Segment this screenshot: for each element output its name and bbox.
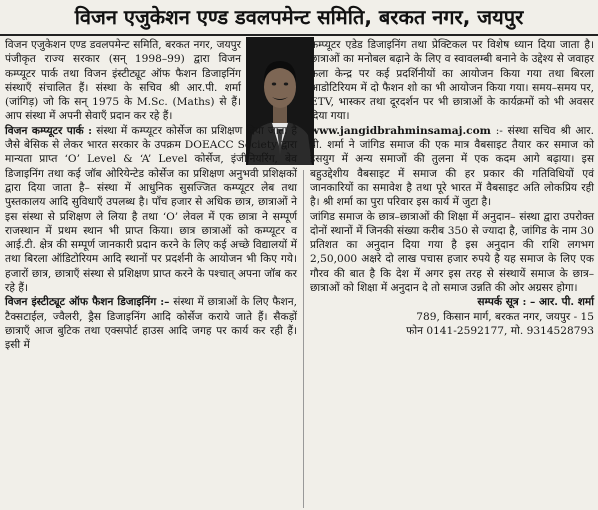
right-column <box>310 38 594 338</box>
fashion-subheading: विजन इंस्टीट्यूट ऑफ फैशन डिजाइनिंग :– <box>5 296 170 309</box>
website-address: www.jangidbrahminsamaj.com <box>310 124 491 137</box>
fashion-paragraph <box>5 295 297 352</box>
website-lead: :- संस्था सचिव <box>495 124 556 137</box>
contact-address: 789, किसान मार्ग, बरकत नगर, जयपुर - 15 <box>416 310 594 323</box>
grant-paragraph: जांगिड समाज के छात्र–छात्राओं की शिक्षा में अनुदान– संस्था द्वारा उपरोक्त दोनों स्थानों में जिनकी संख्या करीब 350 से ज्यादा है, जांगिड के नाम 30 प्रतिशत का अनुदान दिया गया है इस अनुदान की राशि लगभग 2,50,000 अक्षरे दो लाख पचास हजार रुपये है यह समाज के लिए एक गौरव की बात है कि देश में अगर इस तरह से संस्थायें समाज के छात्र–छात्राओं को शिक्षा में अनुदान दे तो समाज उन्नति की ओर अग्रसर होगा। <box>310 210 594 295</box>
column-divider <box>303 170 304 508</box>
intro-paragraph: विजन एजुकेशन एण्ड डवलपमेन्ट समिति, बरकत नगर, जयपुर पंजीकृत राज्य सरकार (सन् 1998–99) द्वारा विजन कम्प्यूटर पार्क तथा विजन इंस्टीट्यूट ऑफ फैशन डिजाइनिंग संस्थाएँ संचालित हैं। संस्था के सचिव श्री आर.पी. शर्मा (जांगिड़) जो कि सन् 1975 के M.Sc. (Maths) से हैं। आप संस्था में अपनी सेवाएँ प्रदान कर रहे हैं। <box>5 39 241 123</box>
left-column <box>5 38 297 353</box>
computer-park-subheading: विजन कम्प्यूटर पार्क : <box>5 124 93 137</box>
website-text: श्री आर. पी. शर्मा ने जांगिड समाज की एक मात्र वैबसाइट तैयार कर समाज को इसयुग में अन्य समाजों की तुलना में एक कदम आगे बढ़ाया। इस बहुउद्देशीय वैबसाइट में समाज की हर प्रकार की गतिविधियों एवं जानकारियों का समावेश है तथा पूरे भारत में वैबसाइट अति लोकप्रिय रही है। श्री शर्मा का पुरा परिवार इस कार्य में जुटा है। <box>310 124 594 209</box>
website-paragraph <box>310 124 594 210</box>
computer-park-text: संस्था में कम्प्यूटर कोर्सेज का प्रशिक्षण दिया जाता है जैसे बेसिक से लेकर भारत सरकार के उपक्रम DOEACC Society द्वारा मान्यता प्राप्त ‘O’ Level & ‘A’ Level कोर्सेज, इंजीनियरिंग, बेव डिजाइनिंग तथा कई जॉब ओरियेन्टेड कोर्सेज का प्रशिक्षण अनुभवी प्रशिक्षकों द्वारा दिया जाता है– संस्था में आधुनिक सुसज्जित कम्प्यूटर लेब तथा पुस्तकालय आदि सुविधाएँ उपलब्ध है। पाँच हजार से अधिक छात्र, छात्राओं ने इस संस्था से प्रशिक्षण ले लिया है तथा ‘O’ लेवल में एक छात्रा ने सम्पूर्ण राजस्थान में प्रथम स्थान भी प्राप्त किया। छात्र छात्राओं को कम्प्यूटर व आई.टी. क्षेत्र की सम्पूर्ण जानकारी प्रदान करने के लिए कई अच्छे विद्यालयों में तथा बिरला ऑडिटोरियम आदि स्थानों पर प्रदर्शनी के आयोजन भी किए गये। हजारों छात्र, छात्राएँ संस्था से प्रशिक्षण प्राप्त करने के पश्चात् अपना जॉब कर रहे हैं। <box>5 124 297 295</box>
headline: विजन एजुकेशन एण्ड डवलपमेन्ट समिति, बरकत नगर, जयपुर <box>74 5 524 29</box>
contact-label: सम्पर्क सूत्र : – आर. पी. शर्मा <box>477 296 594 309</box>
headline-rule <box>0 34 598 36</box>
contact-phone: फोन 0141-2592177, मो. 9314528793 <box>406 324 594 337</box>
fashion-continued-paragraph: कम्प्यूटर एडेड डिजाइनिंग तथा प्रेक्टिकल पर विशेष ध्यान दिया जाता है। छात्राओं का मनोबल बढ़ाने के लिए व स्वावलम्बी बनाने के उद्देश्य से जवाहर कला केन्द्र पर कई प्रदर्शिनीयों का आयोजन किया गया तथा बिरला आडोटिरियम में दो फैशन शो का भी आयोजन किया गया। समय–समय पर, ETV, भास्कर तथा दूरदर्शन पर भी छात्राओं के कार्यक्रमों को भी अवसर दिया गया। <box>310 39 594 123</box>
computer-park-paragraph <box>5 124 297 296</box>
fashion-text: संस्था में छात्राओं के लिए फैशन, टैक्सटाईल, ज्वैलरी, ड्रैस डिजाइनिंग आदि कोर्सेज कराये जाते हैं। सैकड़ों छात्राएँ आज बुटिक तथा एक्सपोर्ट हाउस आदि जगह पर कार्य कर रही हैं। इसी में <box>5 296 297 352</box>
